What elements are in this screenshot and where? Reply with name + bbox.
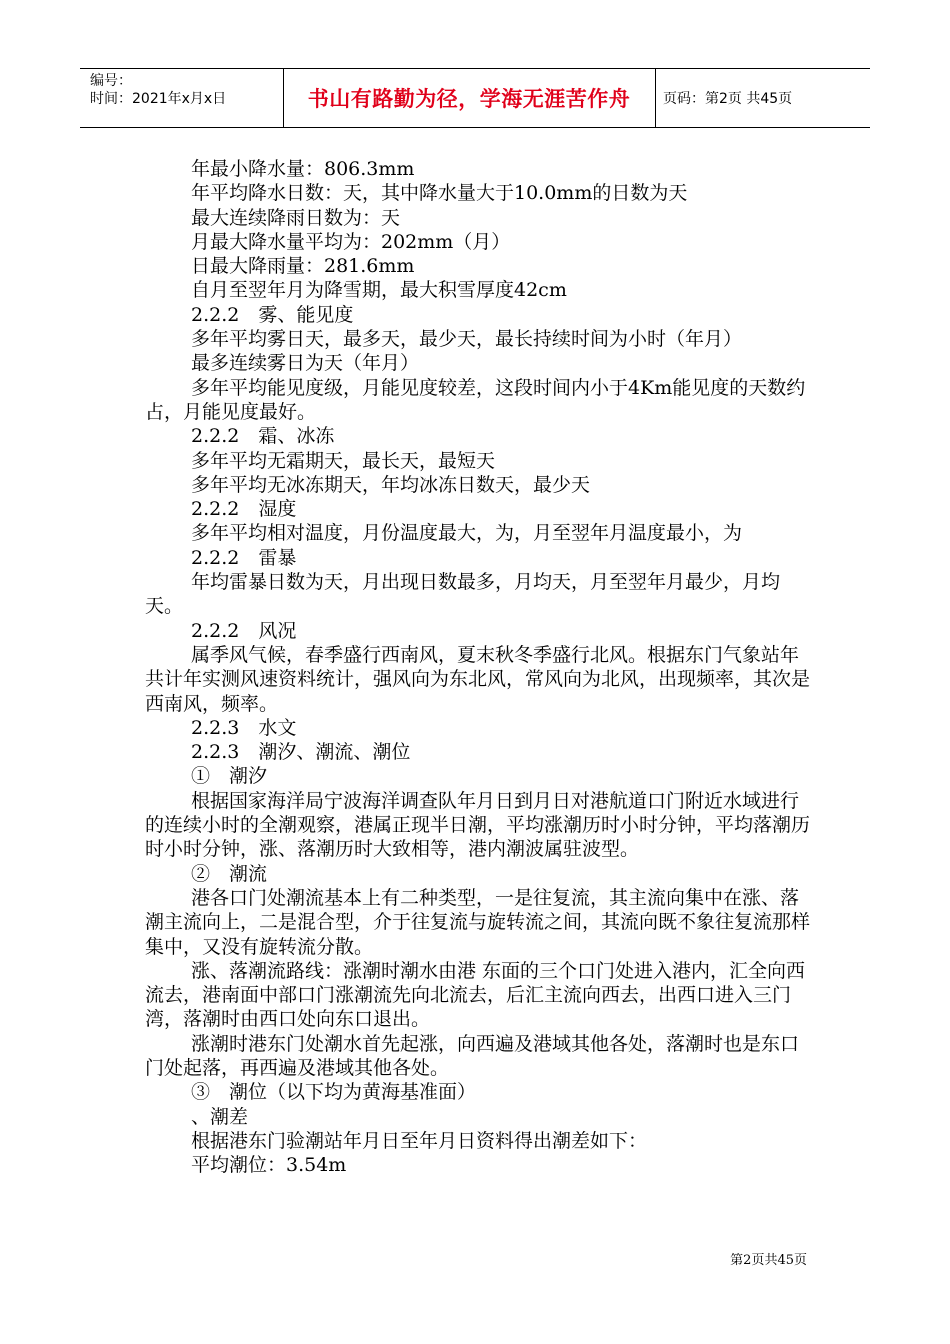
body-line: 年平均降水日数：天，其中降水量大于10.0mm的日数为天 (191, 182, 688, 205)
body-line: 、潮差 (191, 1105, 249, 1128)
header-time-label: 时间：2021年x月x日 (90, 91, 227, 107)
header-page-label: 页码：第2页 共45页 (663, 91, 793, 107)
body-line: 自月至翌年月为降雪期，最大积雪厚度42cm (191, 279, 567, 302)
section-heading: 2.2.2 霜、冰冻 (191, 425, 335, 448)
body-line: 平均潮位：3.54m (191, 1154, 347, 1177)
body-paragraph: 年均雷暴日数为天，月出现日数最多，月均天，月至翌年月最少，月均天。 (145, 571, 781, 618)
subsection-heading: ③ 潮位（以下均为黄海基准面） (191, 1081, 477, 1104)
body-paragraph: 港各口门处潮流基本上有二种类型，一是往复流，其主流向集中在涨、落潮主流向上，二是混合型，介于往复流与旋转流之间，其流向既不象往复流那样集中，又没有旋转流分散。 (145, 886, 811, 958)
header-motto: 书山有路勤为径，学海无涯苦作舟 (307, 87, 631, 111)
page-header (80, 68, 870, 128)
body-paragraph: 多年平均能见度级，月能见度较差，这段时间内小于4Km能见度的天数约占，月能见度最好。 (145, 376, 806, 423)
body-line: 多年平均无冰冻期天，年均冰冻日数天，最少天 (191, 473, 591, 496)
section-heading: 2.2.3 潮汐、潮流、潮位 (191, 741, 411, 764)
section-heading: 2.2.3 水文 (191, 716, 297, 739)
body-paragraph: 根据国家海洋局宁波海洋调查队年月日到月日对港航道口门附近水域进行的连续小时的全潮观察，港属正现半日潮，平均涨潮历时小时分钟，平均落潮历时小时分钟，涨、落潮历时大致相等，港内潮波属驻波型。 (145, 789, 811, 861)
body-line: 根据港东门验潮站年月日至年月日资料得出潮差如下： (191, 1129, 648, 1152)
body-line: 月最大降水量平均为：202mm（月） (191, 230, 511, 253)
header-divider-right (655, 68, 656, 128)
header-meta (90, 72, 226, 108)
section-heading: 2.2.2 雾、能见度 (191, 303, 354, 326)
body-line: 最大连续降雨日数为：天 (191, 206, 401, 229)
body-line: 多年平均雾日天，最多天，最少天，最长持续时间为小时（年月） (191, 328, 743, 351)
page-footer: 第2页共45页 (730, 1253, 807, 1268)
body-paragraph: 属季风气候，春季盛行西南风，夏末秋冬季盛行北风。根据东门气象站年共计年实测风速资料统计，强风向为东北风，常风向为北风，出现频率，其次是西南风，频率。 (145, 643, 811, 715)
body-line: 多年平均相对温度，月份温度最大，为，月至翌年月温度最小，为 (191, 522, 743, 545)
section-heading: 2.2.2 湿度 (191, 498, 297, 521)
body-paragraph: 涨潮时港东门处潮水首先起涨，向西遍及港域其他各处，落潮时也是东口门处起落，再西遍及港域其他各处。 (145, 1032, 800, 1079)
section-heading: 2.2.2 雷暴 (191, 546, 297, 569)
header-number-label: 编号： (90, 73, 132, 89)
body-paragraph: 涨、落潮流路线：涨潮时潮水由港 东面的三个口门处进入港内，汇全向西流去，港南面中部口门涨潮流先向北流去，后汇主流向西去，出西口进入三门湾，落潮时由西口处向东口退出。 (145, 959, 806, 1031)
body-line: 最多连续雾日为天（年月） (191, 352, 420, 375)
body-line: 年最小降水量：806.3mm (191, 158, 415, 180)
subsection-heading: ② 潮流 (191, 862, 268, 885)
document-body (145, 157, 813, 1177)
subsection-heading: ① 潮汐 (191, 765, 268, 788)
body-line: 多年平均无霜期天，最长天，最短天 (191, 449, 496, 472)
section-heading: 2.2.2 风况 (191, 619, 297, 642)
body-line: 日最大降雨量：281.6mm (191, 255, 415, 278)
